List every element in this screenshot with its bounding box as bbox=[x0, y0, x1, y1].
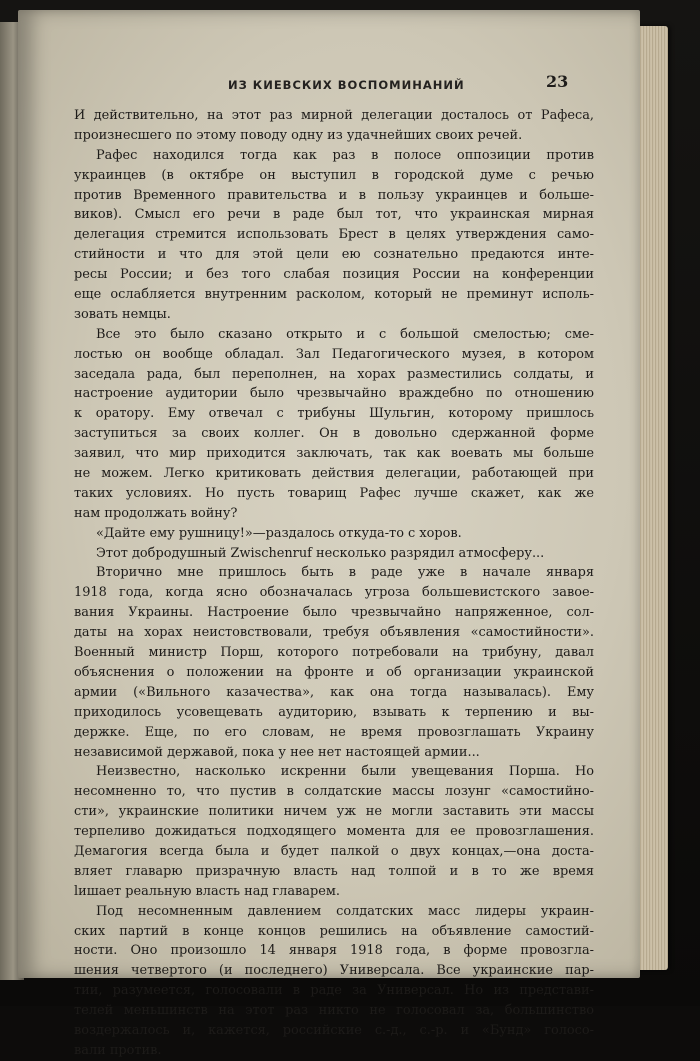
text-line: шения четвертого (и последнего) Универсала. Все украинские пар- bbox=[74, 963, 594, 979]
text-line: приходилось усовещевать аудиторию, взывать к терпению и вы- bbox=[74, 704, 594, 720]
text-line: не можем. Легко критиковать действия делегации, работающей при bbox=[74, 466, 594, 482]
text-line: лостью он вообще обладал. Зал Педагогического музея, в котором bbox=[74, 346, 594, 362]
text-line: 1918 года, когда ясно обозначалась угроза большевистского завое- bbox=[74, 585, 594, 601]
text-line: к оратору. Ему отвечал с трибуны Шульгин, которому пришлось bbox=[74, 406, 594, 422]
text-line: Рафес находился тогда как раз в полосе оппозиции против bbox=[96, 147, 594, 163]
text-line: украинцев (в октябре он выступил в городской думе с речью bbox=[74, 167, 594, 183]
text-line: еще ослабляется внутренним расколом, который не преминут исполь- bbox=[74, 287, 594, 303]
page-number: 23 bbox=[546, 72, 569, 91]
text-line: сти», украинские политики ничем уж не могли заставить эти массы bbox=[74, 804, 594, 820]
text-line: «Дайте ему рушницу!»—раздалось откуда-то с хоров. bbox=[96, 525, 462, 541]
text-line: против Временного правительства и в пользу украинцев и больше- bbox=[74, 187, 594, 203]
text-line: Демагогия всегда была и будет палкой о двух концах,—она доста- bbox=[74, 843, 594, 859]
text-line: зовать немцы. bbox=[74, 306, 171, 322]
text-line: настроение аудитории было чрезвычайно враждебно по отношению bbox=[74, 386, 594, 402]
text-line: вания Украины. Настроение было чрезвычайно напряженное, сол- bbox=[74, 605, 594, 621]
text-line: виков). Смысл его речи в раде был тот, что украинская мирная bbox=[74, 207, 594, 223]
text-line: И действительно, на этот раз мирной делегации досталось от Рафеса, bbox=[74, 108, 594, 123]
running-head: ИЗ КИЕВСКИХ ВОСПОМИНАНИЙ bbox=[228, 78, 465, 92]
text-line: заявил, что мир приходится заключать, так как воевать мы больше bbox=[74, 446, 594, 462]
text-line: Все это было сказано открыто и с большой смелостью; сме- bbox=[96, 326, 594, 342]
text-line: делегация стремится использовать Брест в целях утверждения само- bbox=[74, 227, 594, 243]
text-line: армии («Вильного казачества», как она тогда называлась). Ему bbox=[74, 684, 594, 700]
text-line: воздержалось и, кажется, российские с.-д., с.-р. и «Бунд» голосо- bbox=[74, 1022, 594, 1038]
text-line: несомненно то, что пустив в солдатские массы лозунг «самостийно- bbox=[74, 784, 594, 800]
text-line: Под несомненным давлением солдатских масс лидеры украин- bbox=[96, 903, 594, 919]
text-line: вали против. bbox=[74, 1042, 162, 1058]
text-line: объяснения о положении на фронте и об организации украинской bbox=[74, 664, 594, 680]
text-line: телей меньшинств на этот раз никто не голосовал за, большинство bbox=[74, 1003, 594, 1019]
text-line: заступиться за своих коллег. Он в довольно сдержанной форме bbox=[74, 426, 594, 442]
text-line: независимой державой, пока у нее нет настоящей армии... bbox=[74, 744, 480, 760]
text-line: нам продолжать войну? bbox=[74, 505, 238, 521]
text-line: ности. Оно произошло 14 января 1918 года, в форме провозгла- bbox=[74, 943, 594, 959]
text-line: ресы России; и без того слабая позиция России на конференции bbox=[74, 267, 594, 283]
text-line: стийности и что для этой цели ею сознательно предаются инте- bbox=[74, 247, 594, 263]
text-line: терпеливо дожидаться подходящего момента для ее провозглашения. bbox=[74, 824, 594, 840]
text-line: lишает реальную власть над главарем. bbox=[74, 883, 340, 899]
text-line: держке. Еще, по его словам, не время провозглашать Украину bbox=[74, 724, 594, 740]
text-line: Вторично мне пришлось быть в раде уже в начале января bbox=[96, 565, 594, 581]
text-line: Неизвестно, насколько искренни были увещевания Порша. Но bbox=[96, 764, 594, 780]
book-page bbox=[18, 10, 640, 1058]
text-line: таких условиях. Но пусть товарищ Рафес лучше скажет, как же bbox=[74, 485, 594, 501]
body-text bbox=[74, 106, 594, 1061]
text-line: произнесшего по этому поводу одну из удачнейших своих речей. bbox=[74, 127, 523, 143]
text-line: Этот добродушный Zwischenruf несколько разрядил атмосферу... bbox=[96, 545, 545, 561]
text-line: даты на хорах неистовствовали, требуя объявления «самостийности». bbox=[74, 625, 594, 641]
text-line: Военный министр Порш, которого потребовали на трибуну, давал bbox=[74, 645, 594, 661]
text-line: тии, разумеется, голосовали в раде за Универсал. Но из представи- bbox=[74, 983, 594, 999]
text-line: вляет главарю призрачную власть над толпой и в то же время bbox=[74, 863, 594, 879]
text-line: заседала рада, был переполнен, на хорах разместились солдаты, и bbox=[74, 366, 594, 382]
text-line: ских партий в конце концов решились на объявление самостий- bbox=[74, 923, 594, 939]
